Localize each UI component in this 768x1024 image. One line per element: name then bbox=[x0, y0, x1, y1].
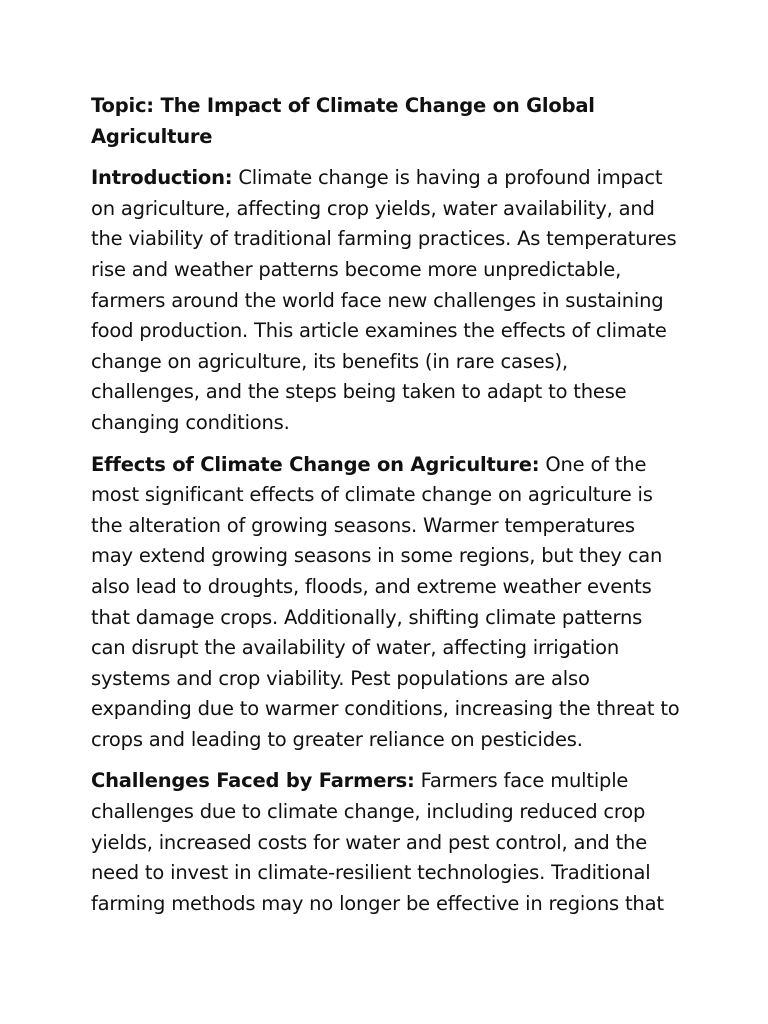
effects-paragraph bbox=[91, 450, 681, 756]
effects-text: One of the most significant effects of climate change on agriculture is the alteration of growing seasons. Warmer temperatures may extend growing seasons in some regions, but they can also lead to droughts, floods, and extreme weather events that damage crops. Additionally, shifting climate patterns can disrupt the availability of water, affecting irrigation systems and crop viability. Pest populations are also expanding due to warmer conditions, increasing the threat to crops and leading to greater reliance on pesticides. bbox=[91, 452, 680, 751]
introduction-text: Climate change is having a profound impact on agriculture, affecting crop yields, water availability, and the viability of traditional farming practices. As temperatures rise and weather patterns become more unpredictable, farmers around the world face new challenges in sustaining food production. This article examines the effects of climate change on agriculture, its benefits (in rare cases), challenges, and the steps being taken to adapt to these changing conditions. bbox=[91, 166, 677, 434]
document-page bbox=[91, 91, 681, 930]
introduction-paragraph bbox=[91, 163, 681, 438]
challenges-paragraph bbox=[91, 766, 681, 919]
challenges-label: Challenges Faced by Farmers: bbox=[91, 769, 415, 793]
effects-label: Effects of Climate Change on Agriculture: bbox=[91, 452, 540, 476]
challenges-text: Farmers face multiple challenges due to climate change, including reduced crop yields, increased costs for water and pest control, and the need to invest in climate-resilient technologies. Traditional farming methods may no longer be effective in regions that bbox=[91, 769, 664, 915]
document-title: Topic: The Impact of Climate Change on Global Agriculture bbox=[91, 94, 595, 148]
introduction-label: Introduction: bbox=[91, 166, 233, 190]
